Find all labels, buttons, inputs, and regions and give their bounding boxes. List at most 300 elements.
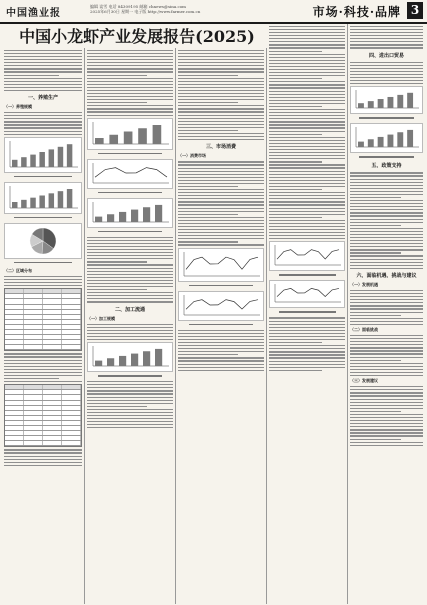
text-line [4,84,82,85]
chart-bar [95,216,102,221]
text-line [178,186,238,187]
text-line [87,93,173,94]
text-line [269,348,345,349]
figure-caption [178,323,264,327]
text-line [269,354,345,355]
text-line [269,364,345,365]
chart-bar [67,189,72,208]
table-cell [43,305,62,309]
table-cell [24,305,43,309]
text-line [87,71,173,72]
text-line [269,198,345,199]
text-line [178,118,264,119]
chart-bar [109,134,118,143]
text-line [350,324,423,325]
text-line [269,232,345,233]
text-line [4,360,82,361]
text-line [269,91,345,92]
figure-caption [87,230,173,234]
chart-bar [358,142,364,147]
text-line [269,192,345,193]
text-line [4,134,82,135]
table-cell [24,335,43,339]
figure-caption [178,284,264,288]
masthead [0,0,427,24]
chart-bar [12,160,17,167]
caption-text [14,217,73,219]
text-line [269,115,345,116]
text-line [178,367,264,368]
text-line [4,366,82,367]
text-line [178,177,264,178]
text-line [178,115,264,116]
text-line [87,105,173,106]
body-paragraph [350,172,423,269]
text-line [87,102,147,103]
text-line [350,255,423,256]
text-line [350,442,423,443]
text-line [178,90,264,91]
figure-chart [350,86,423,114]
text-line [87,249,173,250]
figure-caption [87,374,173,378]
text-line [178,354,238,355]
column-3 [178,48,264,604]
table-cell [24,294,43,298]
table-cell [24,406,43,410]
text-line [87,53,173,54]
text-line [350,386,423,387]
text-line [87,78,173,79]
column-divider [347,24,348,604]
section-heading: 四、进出口贸易 [368,52,404,59]
sub-heading: （一）发展机遇 [350,281,378,287]
text-line [178,87,264,88]
table-cell [43,289,62,293]
table-cell [43,421,62,425]
body-paragraph [87,50,173,116]
text-line [269,118,345,119]
text-line [87,286,173,287]
text-line [4,121,82,122]
chart-bar [368,140,374,148]
text-line [178,244,264,245]
text-line [87,252,173,253]
chart-bar [30,154,35,166]
section-heading: 二、加工流通 [114,306,145,313]
figure-chart [269,280,345,308]
text-line [350,74,423,75]
text-line [87,255,173,256]
text-line [178,68,264,69]
table-cell [5,416,24,420]
body-paragraph [269,26,345,240]
chart-bar [138,128,147,144]
chart-svg [5,138,81,172]
chart-bar [155,349,162,366]
text-line [87,277,173,278]
figure-chart [87,342,173,372]
chart-bar [95,138,104,144]
chart-line [277,289,339,297]
table-cell [24,345,43,349]
table-cell [62,294,81,298]
chart-bar [21,157,26,167]
text-line [178,223,264,224]
table-cell [24,310,43,314]
text-line [350,71,423,72]
body-paragraph [350,62,423,85]
chart-line [186,299,258,309]
text-line [350,222,423,223]
text-line [269,229,345,230]
text-line [350,47,423,48]
chart-bar [95,361,102,366]
text-line [269,177,345,178]
table-cell [43,330,62,334]
text-line [350,234,423,235]
table-cell [24,411,43,415]
figure-chart [4,137,82,173]
table-cell [5,431,24,435]
chart-bar [155,205,162,222]
text-line [87,397,173,398]
text-line [178,241,238,242]
text-line [269,186,345,187]
chart-bar [21,200,26,208]
text-line [178,93,264,94]
figure-caption [87,191,173,195]
text-line [87,84,173,85]
chart-svg [88,119,172,149]
table-cell [24,330,43,334]
text-line [87,81,173,82]
text-line [178,59,264,60]
text-line [178,360,264,361]
text-line [178,198,264,199]
text-line [4,363,82,364]
chart-bar [58,147,63,167]
table-cell [62,406,81,410]
caption-text [98,192,163,194]
chart-svg [270,281,344,307]
text-line [87,403,173,404]
text-line [178,351,264,352]
text-line [350,249,423,250]
text-line [350,375,423,376]
text-line [178,339,264,340]
column-5 [350,24,423,604]
chart-svg [88,343,172,371]
text-line [178,201,264,202]
text-line [87,390,173,391]
table-cell [43,416,62,420]
text-line [178,121,264,122]
text-line [87,295,173,296]
text-line [87,406,147,407]
text-line [87,324,173,325]
text-line [87,384,173,385]
text-line [4,369,82,370]
text-line [87,264,173,265]
chart-bar [378,137,384,147]
text-line [87,115,173,116]
text-line [87,409,173,410]
text-line [269,60,345,61]
body-paragraph [350,386,423,446]
text-line [350,194,423,195]
text-line [350,191,423,192]
chart-svg [179,292,263,320]
text-line [4,378,59,379]
sub-heading: （二）区域分布 [4,267,32,273]
chart-bar [124,131,133,144]
text-line [4,115,82,116]
text-line [350,439,401,440]
table-cell [62,310,81,314]
text-line [87,283,173,284]
text-line [178,102,238,103]
table-cell [62,330,81,334]
caption-text [98,375,163,377]
text-line [4,118,82,119]
column-4 [269,24,345,604]
text-line [350,357,423,358]
body-paragraph [350,290,423,325]
text-line [178,217,264,218]
text-line [87,298,173,299]
sub-heading: （一）养殖规模 [4,104,32,110]
table-cell [43,406,62,410]
figure-caption [4,175,82,179]
text-line [87,243,173,244]
text-line [87,280,173,281]
chart-bar [119,212,126,222]
text-line [269,214,345,215]
table-cell [62,401,81,405]
text-line [87,336,173,337]
table-cell [62,305,81,309]
body-paragraph [4,112,82,135]
text-line [350,305,423,306]
table-cell [43,401,62,405]
text-line [178,139,264,140]
text-line [350,426,423,427]
chart-line [186,257,258,269]
table-cell [62,390,81,394]
text-line [269,140,345,141]
text-line [4,459,82,460]
table-cell [62,426,81,430]
text-line [350,203,423,204]
text-line [269,106,322,107]
chart-bar [358,104,364,109]
table-cell [24,431,43,435]
text-line [178,62,264,63]
text-line [269,54,345,55]
figure-caption [87,152,173,156]
chart-bar [397,133,403,148]
text-line [178,84,264,85]
table-cell [5,390,24,394]
text-line [178,226,264,227]
text-line [269,134,322,135]
text-line [178,204,264,205]
table-cell [62,299,81,303]
text-line [350,265,423,266]
text-line [350,302,423,303]
figure-chart [4,182,82,214]
table-cell [5,421,24,425]
chart-bar [407,93,413,108]
text-line [87,237,173,238]
table-cell [62,411,81,415]
table-cell [5,325,24,329]
text-line [87,246,173,247]
text-line [178,229,264,230]
chart-bar [131,209,138,221]
sub-heading: （一）消费市场 [178,153,206,159]
text-line [269,66,345,67]
column-divider [175,48,176,604]
text-line [350,353,423,354]
text-line [178,357,264,358]
text-line [178,220,264,221]
text-line [269,41,345,42]
text-line [87,418,173,419]
text-line [350,445,423,446]
caption-text [189,285,254,287]
edition-info [90,4,200,14]
table-cell [43,390,62,394]
table-cell [5,315,24,319]
chart-bar [49,149,54,167]
text-line [350,209,423,210]
text-line [269,167,345,168]
table-cell [43,325,62,329]
text-line [4,353,82,354]
text-line [350,44,423,45]
text-line [4,131,82,132]
chart-bar [107,358,114,366]
text-line [87,87,173,88]
table-cell [43,426,62,430]
text-line [87,62,173,63]
text-line [350,347,423,348]
body-paragraph [178,50,264,140]
text-line [178,168,264,169]
body-paragraph [87,237,173,303]
table-cell [24,325,43,329]
body-paragraph [87,324,173,341]
text-line [178,53,264,54]
text-line [350,179,423,180]
sub-heading: （三）发展建议 [350,378,378,384]
table-cell [43,436,62,440]
table-cell [5,436,24,440]
text-line [350,429,423,430]
text-line [87,381,173,382]
text-line [87,50,173,51]
text-line [269,87,345,88]
text-line [350,228,423,229]
table-cell [24,421,43,425]
table-cell [62,320,81,324]
section-heading: 六、面临机遇、挑战与建议 [356,272,417,279]
text-line [269,235,345,236]
text-line [87,400,173,401]
figure-chart [4,223,82,259]
text-line [4,279,82,280]
text-line [350,435,423,436]
chart-bar [12,202,17,208]
table-cell [24,401,43,405]
text-line [269,223,345,224]
text-line [87,292,173,293]
caption-text [359,156,414,158]
text-line [178,189,264,190]
text-line [87,108,173,109]
text-line [269,100,345,101]
text-line [269,32,345,33]
table-cell [5,305,24,309]
text-line [350,338,423,339]
text-line [4,449,82,450]
table-cell [24,436,43,440]
text-line [4,276,82,277]
table-cell [43,340,62,344]
caption-text [98,153,163,155]
table-cell [24,390,43,394]
text-line [350,417,423,418]
text-line [4,68,82,69]
table-cell [62,289,81,293]
chart-bar [30,197,35,207]
text-line [269,69,345,70]
text-line [87,339,173,340]
caption-text [189,324,254,326]
chart-svg [88,160,172,188]
sub-heading: （一）加工规模 [87,315,115,321]
table-cell [62,385,81,389]
text-line [178,238,264,239]
text-line [269,189,322,190]
text-line [87,393,173,394]
date-line: 2025年6月30日 星期一 电子版 http://www.farmer.com.cn [90,9,201,14]
text-line [350,38,423,39]
text-line [350,290,423,291]
text-line [350,182,423,183]
text-line [350,77,423,78]
text-line [350,395,423,396]
text-line [269,109,345,110]
text-line [269,84,345,85]
text-line [269,180,345,181]
text-line [269,367,345,368]
data-table [4,288,82,351]
chart-svg [5,183,81,213]
text-line [178,333,264,334]
text-line [178,71,264,72]
table-cell [5,401,24,405]
text-line [350,423,423,424]
text-line [350,240,423,241]
table-cell [62,335,81,339]
table-row [5,345,81,350]
text-line [4,112,82,113]
table-cell [43,335,62,339]
text-line [269,183,345,184]
